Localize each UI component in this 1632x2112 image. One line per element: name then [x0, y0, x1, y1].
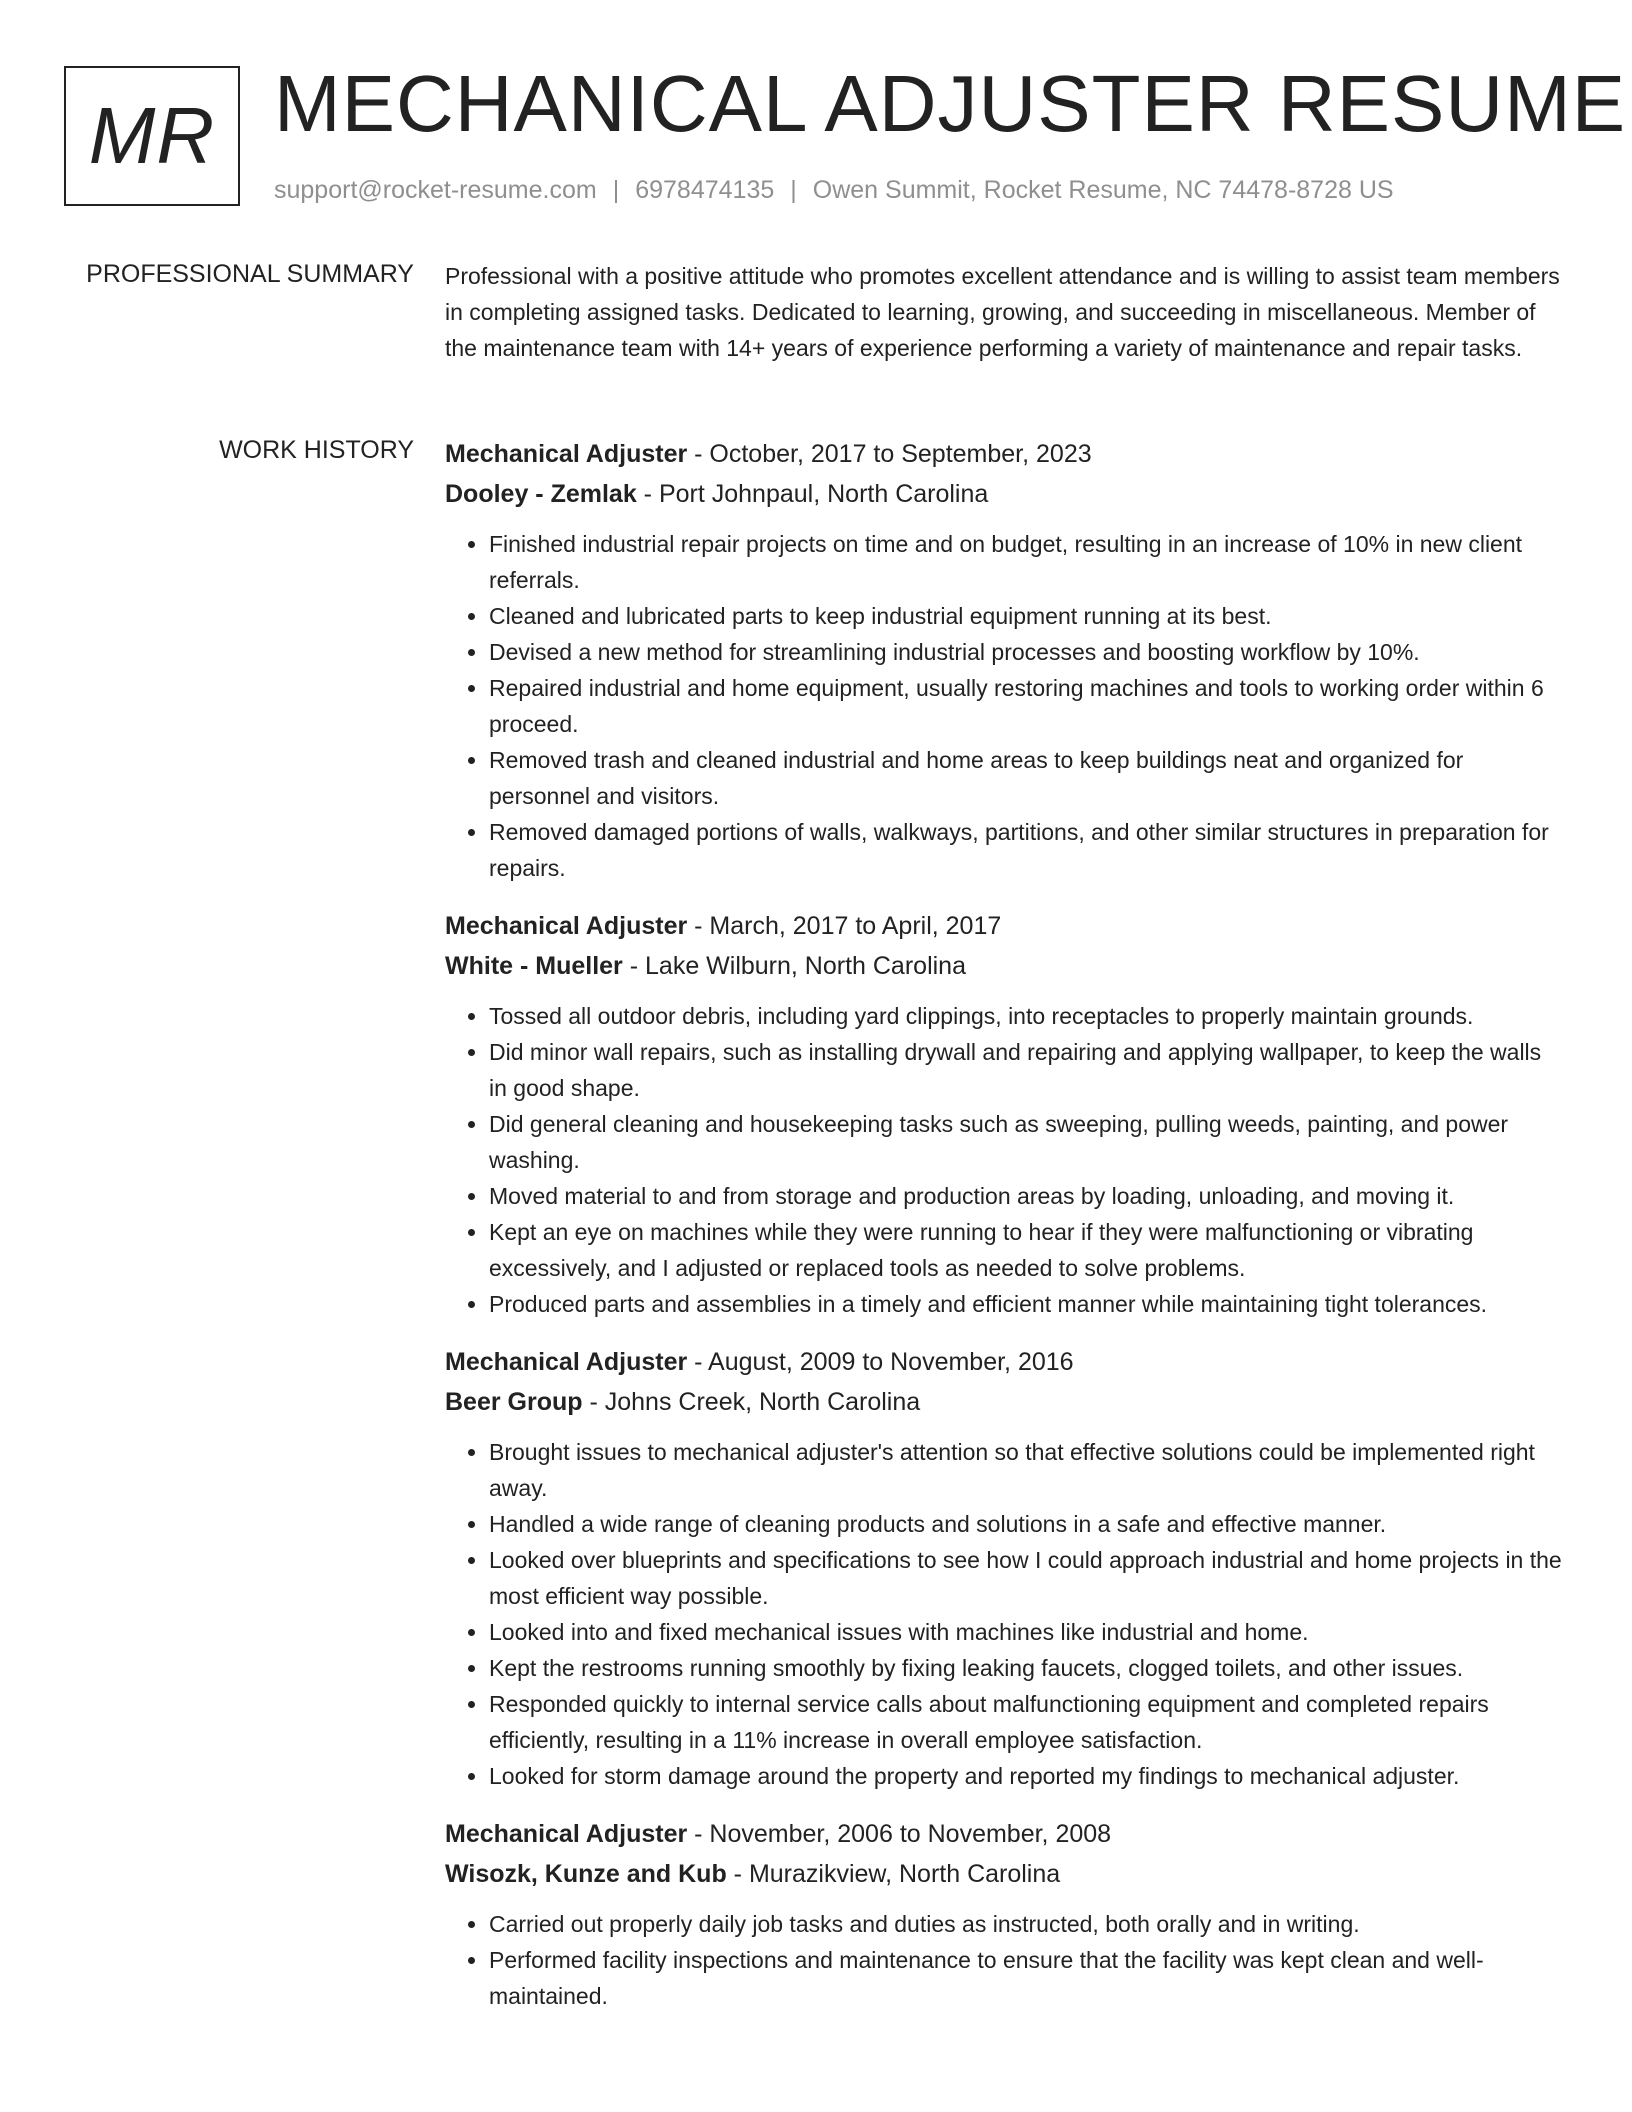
job-title-line [445, 1814, 1565, 1854]
job-dates: - November, 2006 to November, 2008 [687, 1820, 1112, 1848]
contact-address: Owen Summit, Rocket Resume, NC 74478-8728 US [812, 176, 1394, 204]
job-duty-item: • Brought issues to mechanical adjuster's attention so that effective solutions could be implemented right away. [489, 1434, 1565, 1506]
job-duty-item: • Devised a new method for streamlining industrial processes and boosting workflow by 10%. [489, 634, 1565, 670]
job-title-line [445, 434, 1565, 474]
job-duty-item: • Did minor wall repairs, such as installing drywall and repairing and applying wallpaper, to keep the walls in good shape. [489, 1034, 1565, 1106]
job-entry [445, 434, 1565, 886]
job-duty-item: • Performed facility inspections and maintenance to ensure that the facility was kept clean and well-maintained. [489, 1942, 1565, 2014]
job-entry [445, 906, 1565, 1322]
job-company-line [445, 474, 1565, 514]
job-duty-item: • Finished industrial repair projects on time and on budget, resulting in an increase of 10% in new client referrals. [489, 526, 1565, 598]
work-history-heading: WORK HISTORY [219, 436, 414, 464]
job-duties-list [445, 526, 1565, 886]
job-location: - Johns Creek, North Carolina [582, 1388, 921, 1416]
job-duty-item: • Did general cleaning and housekeeping tasks such as sweeping, pulling weeds, painting, and power washing. [489, 1106, 1565, 1178]
job-dates: - March, 2017 to April, 2017 [687, 912, 1002, 940]
job-duty-item: • Repaired industrial and home equipment, usually restoring machines and tools to working order within 6 proceed. [489, 670, 1565, 742]
job-dates: - October, 2017 to September, 2023 [687, 440, 1092, 468]
job-duty-item: • Looked for storm damage around the property and reported my findings to mechanical adjuster. [489, 1758, 1565, 1794]
job-duties-list [445, 1434, 1565, 1794]
job-duty-item: • Removed damaged portions of walls, walkways, partitions, and other similar structures in preparation for repairs. [489, 814, 1565, 886]
job-duty-item: • Carried out properly daily job tasks and duties as instructed, both orally and in writing. [489, 1906, 1565, 1942]
job-title: Mechanical Adjuster [445, 1348, 688, 1376]
job-duty-item: • Produced parts and assemblies in a timely and efficient manner while maintaining tight tolerances. [489, 1286, 1565, 1322]
job-duty-item: • Kept the restrooms running smoothly by fixing leaking faucets, clogged toilets, and other issues. [489, 1650, 1565, 1686]
job-duty-item: • Looked into and fixed mechanical issues with machines like industrial and home. [489, 1614, 1565, 1650]
job-duty-item: • Cleaned and lubricated parts to keep industrial equipment running at its best. [489, 598, 1565, 634]
job-company-line [445, 946, 1565, 986]
job-duties-list [445, 1906, 1565, 2014]
summary-heading: PROFESSIONAL SUMMARY [86, 260, 414, 288]
work-history-list [445, 434, 1565, 2034]
contact-phone[interactable]: 6978474135 [635, 176, 775, 204]
contact-separator: | [790, 176, 797, 204]
job-company: Dooley - Zemlak [445, 480, 637, 508]
job-company-line [445, 1382, 1565, 1422]
job-duty-item: • Removed trash and cleaned industrial and home areas to keep buildings neat and organized for personnel and visitors. [489, 742, 1565, 814]
job-duty-item: • Responded quickly to internal service calls about malfunctioning equipment and completed repairs efficiently, resulting in a 11% increase in overall employee satisfaction. [489, 1686, 1565, 1758]
job-duty-item: • Handled a wide range of cleaning products and solutions in a safe and effective manner. [489, 1506, 1565, 1542]
contact-email[interactable]: support@rocket-resume.com [274, 176, 597, 204]
contact-line [274, 174, 1394, 206]
job-entry [445, 1342, 1565, 1794]
job-title-line [445, 906, 1565, 946]
job-entry [445, 1814, 1565, 2014]
job-title: Mechanical Adjuster [445, 1820, 688, 1848]
job-company-line [445, 1854, 1565, 1894]
monogram-logo: MR [64, 66, 240, 206]
job-company: Beer Group [445, 1388, 583, 1416]
job-duty-item: • Moved material to and from storage and production areas by loading, unloading, and moving it. [489, 1178, 1565, 1214]
job-dates: - August, 2009 to November, 2016 [687, 1348, 1074, 1376]
resume-title: MECHANICAL ADJUSTER RESUME [274, 59, 1627, 148]
job-duties-list [445, 998, 1565, 1322]
job-company: White - Mueller [445, 952, 623, 980]
job-location: - Port Johnpaul, North Carolina [636, 480, 989, 508]
job-title: Mechanical Adjuster [445, 440, 688, 468]
job-duty-item: • Tossed all outdoor debris, including yard clippings, into receptacles to properly maintain grounds. [489, 998, 1565, 1034]
summary-text: Professional with a positive attitude who promotes excellent attendance and is willing to assist team members in completing assigned tasks. Dedicated to learning, growing, and succeeding in miscellaneous. Member of the maintenance team with 14+ years of experience performing a variety of maintenance and repair tasks. [445, 263, 1560, 361]
job-duty-item: • Looked over blueprints and specifications to see how I could approach industrial and home projects in the most efficient way possible. [489, 1542, 1565, 1614]
contact-separator: | [612, 176, 620, 204]
job-location: - Murazikview, North Carolina [726, 1860, 1061, 1888]
job-location: - Lake Wilburn, North Carolina [622, 952, 966, 980]
job-company: Wisozk, Kunze and Kub [445, 1860, 727, 1888]
job-title-line [445, 1342, 1565, 1382]
job-duty-item: • Kept an eye on machines while they were running to hear if they were malfunctioning or vibrating excessively, and I adjusted or replaced tools as needed to solve problems. [489, 1214, 1565, 1286]
job-title: Mechanical Adjuster [445, 912, 688, 940]
